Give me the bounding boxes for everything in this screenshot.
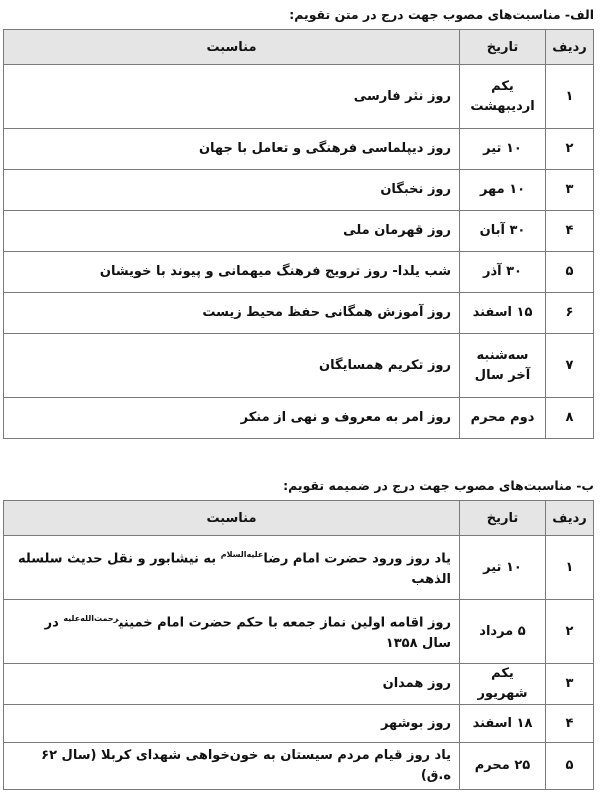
row-number: ۷ xyxy=(546,334,594,398)
table-row xyxy=(4,664,594,705)
row-number: ۱ xyxy=(546,536,594,600)
occasion-text: روز اقامه اولین نماز جمعه با حکم حضرت امام خمینی xyxy=(118,615,451,631)
row-number: ۳ xyxy=(546,170,594,211)
section-b-table xyxy=(3,500,594,790)
row-date: ۲۵ محرم xyxy=(460,743,546,790)
occasion-text-continued: به نیشابور و نقل حدیث سلسله الذهب xyxy=(18,551,451,587)
row-date: ۳۰ آبان xyxy=(460,211,546,252)
row-occasion xyxy=(4,536,460,600)
row-occasion: روز بوشهر xyxy=(4,705,460,743)
section-a-table xyxy=(3,29,594,439)
row-date: ۱۸ اسفند xyxy=(460,705,546,743)
table-row xyxy=(4,252,594,293)
table-row xyxy=(4,600,594,664)
header-occasion: مناسبت xyxy=(4,30,460,65)
header-date: تاریخ xyxy=(460,30,546,65)
table-row xyxy=(4,334,594,398)
table-header-row xyxy=(4,501,594,536)
row-date: ۱۰ تیر xyxy=(460,536,546,600)
row-occasion xyxy=(4,600,460,664)
header-date: تاریخ xyxy=(460,501,546,536)
row-date: دوم محرم xyxy=(460,398,546,439)
row-number: ۴ xyxy=(546,705,594,743)
row-date: یکم اردیبهشت xyxy=(460,65,546,129)
honorific-superscript: رحمت‌الله‌علیه xyxy=(63,614,119,624)
row-occasion: روز امر به معروف و نهی از منکر xyxy=(4,398,460,439)
row-number: ۱ xyxy=(546,65,594,129)
row-occasion: روز دیپلماسی فرهنگی و تعامل با جهان xyxy=(4,129,460,170)
occasion-text: یاد روز ورود حضرت امام رضا xyxy=(263,551,451,567)
table-row xyxy=(4,536,594,600)
row-number: ۴ xyxy=(546,211,594,252)
row-occasion: روز نثر فارسی xyxy=(4,65,460,129)
header-row-number: ردیف xyxy=(546,501,594,536)
row-number: ۸ xyxy=(546,398,594,439)
row-occasion: روز همدان xyxy=(4,664,460,705)
row-occasion: روز قهرمان ملی xyxy=(4,211,460,252)
row-number: ۶ xyxy=(546,293,594,334)
table-row xyxy=(4,65,594,129)
table-header-row xyxy=(4,30,594,65)
table-row xyxy=(4,705,594,743)
row-number: ۵ xyxy=(546,743,594,790)
row-occasion: روز آموزش همگانی حفظ محیط زیست xyxy=(4,293,460,334)
row-date: ۱۰ مهر xyxy=(460,170,546,211)
section-b-caption: ب- مناسبت‌های مصوب جهت درج در ضمیمه تقویم: xyxy=(283,478,594,493)
row-occasion: یاد روز قیام مردم سیستان به خون‌خواهی شهدای کربلا (سال ۶۲ ه.ق) xyxy=(4,743,460,790)
header-row-number: ردیف xyxy=(546,30,594,65)
row-date: ۵ مرداد xyxy=(460,600,546,664)
honorific-superscript: علیه‌السلام xyxy=(220,550,264,560)
row-date: سه‌شنبه آخر سال xyxy=(460,334,546,398)
row-number: ۵ xyxy=(546,252,594,293)
row-date: یکم شهریور xyxy=(460,664,546,705)
table-row xyxy=(4,293,594,334)
row-number: ۳ xyxy=(546,664,594,705)
table-row xyxy=(4,211,594,252)
table-row xyxy=(4,743,594,790)
row-number: ۲ xyxy=(546,129,594,170)
row-date: ۱۵ اسفند xyxy=(460,293,546,334)
row-occasion: روز تکریم همسایگان xyxy=(4,334,460,398)
table-row xyxy=(4,398,594,439)
row-date: ۳۰ آذر xyxy=(460,252,546,293)
header-occasion: مناسبت xyxy=(4,501,460,536)
occasion-text-continued: در سال ۱۳۵۸ xyxy=(44,615,451,651)
section-a-caption: الف- مناسبت‌های مصوب جهت درج در متن تقویم: xyxy=(289,7,594,22)
row-number: ۲ xyxy=(546,600,594,664)
row-occasion: روز نخبگان xyxy=(4,170,460,211)
table-row xyxy=(4,170,594,211)
row-date: ۱۰ تیر xyxy=(460,129,546,170)
table-row xyxy=(4,129,594,170)
row-occasion: شب یلدا- روز ترویج فرهنگ میهمانی و پیوند با خویشان xyxy=(4,252,460,293)
